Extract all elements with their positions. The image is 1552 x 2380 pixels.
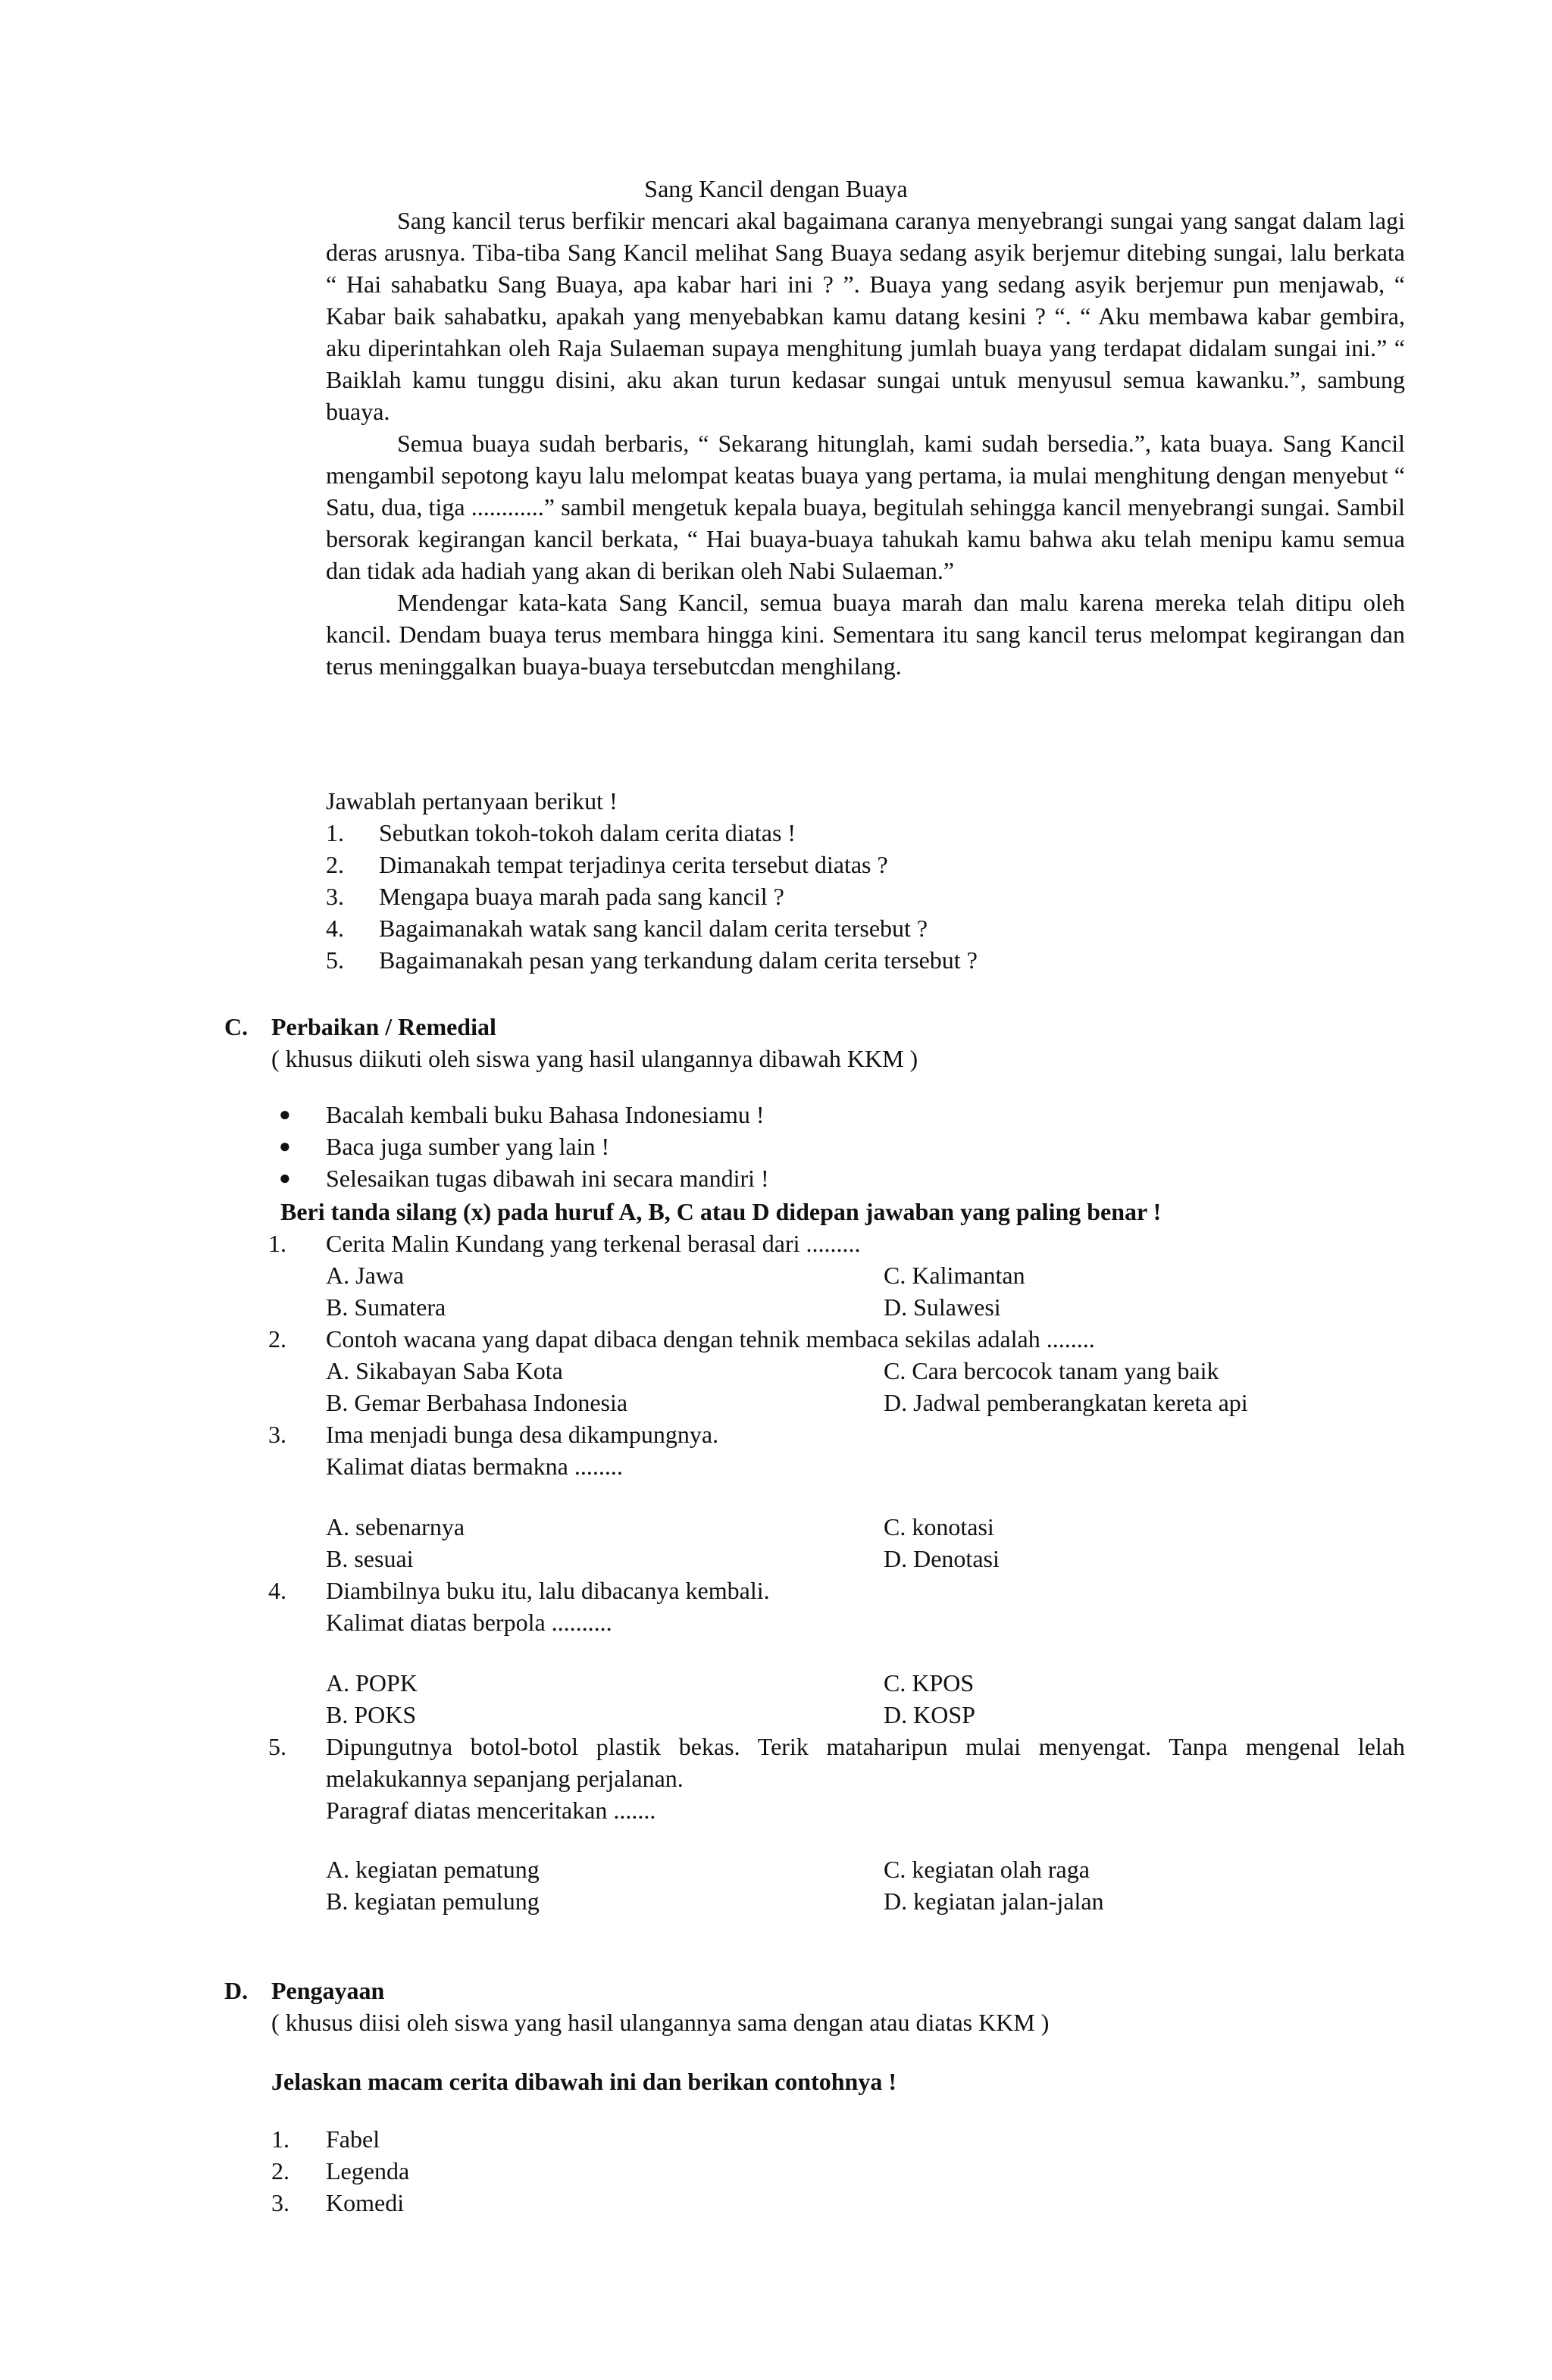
mc-option-c: C. KPOS bbox=[884, 1669, 975, 1697]
mc-item-question: Kalimat diatas berpola .......... bbox=[326, 1609, 612, 1636]
section-c-note: ( khusus diikuti oleh siswa yang hasil ulangannya dibawah KKM ) bbox=[271, 1045, 918, 1072]
list-item-number: 3. bbox=[271, 2189, 289, 2216]
mc-option-b: B. kegiatan pemulung bbox=[326, 1887, 540, 1915]
mc-item-question: Contoh wacana yang dapat dibaca dengan tehnik membaca sekilas adalah ........ bbox=[326, 1325, 1095, 1353]
bullet-icon: ● bbox=[279, 1103, 291, 1125]
mc-option-b: B. POKS bbox=[326, 1701, 417, 1728]
mc-item-number: 2. bbox=[268, 1325, 286, 1353]
mc-item-number: 4. bbox=[268, 1577, 286, 1604]
bullet-text: Bacalah kembali buku Bahasa Indonesiamu ! bbox=[326, 1101, 765, 1128]
question-number: 4. bbox=[326, 915, 344, 942]
mc-option-c: C. konotasi bbox=[884, 1513, 994, 1540]
mc-option-a: A. POPK bbox=[326, 1669, 418, 1697]
section-d-instruction: Jelaskan macam cerita dibawah ini dan berikan contohnya ! bbox=[271, 2068, 896, 2095]
mc-item-question: Cerita Malin Kundang yang terkenal berasal dari ......... bbox=[326, 1230, 861, 1257]
mc-item-number: 3. bbox=[268, 1421, 286, 1448]
mc-option-c: C. Kalimantan bbox=[884, 1262, 1025, 1289]
question-text: Dimanakah tempat terjadinya cerita tersebut diatas ? bbox=[379, 851, 888, 878]
list-item-text: Fabel bbox=[326, 2125, 380, 2153]
section-c-instruction: Beri tanda silang (x) pada huruf A, B, C atau D didepan jawaban yang paling benar ! bbox=[280, 1198, 1162, 1225]
story-paragraph-1: Sang kancil terus berfikir mencari akal bagaimana caranya menyebrangi sungai yang sangat dalam lagi deras arusnya. Tiba-tiba Sang Kancil melihat Sang Buaya sedang asyik berjemur ditebing sungai, lalu berkata “ Hai sahabatku Sang Buaya, apa kabar hari ini ? ”. Buaya yang sedang asyik berjemur pun menjawab, “ Kabar baik sahabatku, apakah yang menyebabkan kamu datang kesini ? “. “ Aku membawa kabar gembira, aku diperintahkan oleh Raja Sulaeman supaya menghitung jumlah buaya yang terdapat didalam sungai ini.” “ Baiklah kamu tunggu disini, aku akan turun kedasar sungai untuk menyusul semua kawanku.”, sambung buaya. bbox=[326, 207, 1405, 425]
section-d-note: ( khusus diisi oleh siswa yang hasil ulangannya sama dengan atau diatas KKM ) bbox=[271, 2009, 1050, 2036]
question-number: 1. bbox=[326, 819, 344, 846]
question-number: 2. bbox=[326, 851, 344, 878]
question-text: Mengapa buaya marah pada sang kancil ? bbox=[379, 883, 784, 910]
mc-option-d: D. Denotasi bbox=[884, 1545, 1000, 1572]
mc-option-a: A. sebenarnya bbox=[326, 1513, 465, 1540]
mc-item-question: Ima menjadi bunga desa dikampungnya. bbox=[326, 1421, 719, 1448]
section-c-letter: C. bbox=[224, 1013, 249, 1040]
bullet-icon: ● bbox=[279, 1135, 291, 1157]
bullet-text: Baca juga sumber yang lain ! bbox=[326, 1133, 610, 1160]
mc-item-number: 5. bbox=[268, 1733, 286, 1760]
section-d-letter: D. bbox=[224, 1977, 249, 2004]
story-title: Sang Kancil dengan Buaya bbox=[644, 175, 908, 202]
mc-option-a: A. Jawa bbox=[326, 1262, 405, 1289]
list-item-number: 1. bbox=[271, 2125, 289, 2153]
section-d-heading: Pengayaan bbox=[271, 1977, 385, 2004]
question-number: 5. bbox=[326, 946, 344, 974]
questions-intro: Jawablah pertanyaan berikut ! bbox=[326, 787, 618, 815]
mc-item-question: Paragraf diatas menceritakan ....... bbox=[326, 1797, 656, 1824]
section-c-heading: Perbaikan / Remedial bbox=[271, 1013, 496, 1040]
list-item-number: 2. bbox=[271, 2157, 289, 2185]
bullet-icon: ● bbox=[279, 1167, 291, 1189]
question-text: Bagaimanakah watak sang kancil dalam cerita tersebut ? bbox=[379, 915, 928, 942]
mc-option-b: B. Gemar Berbahasa Indonesia bbox=[326, 1389, 628, 1416]
list-item-text: Komedi bbox=[326, 2189, 405, 2216]
mc-item-question: Diambilnya buku itu, lalu dibacanya kembali. bbox=[326, 1577, 770, 1604]
bullet-text: Selesaikan tugas dibawah ini secara mandiri ! bbox=[326, 1165, 769, 1192]
mc-option-a: A. Sikabayan Saba Kota bbox=[326, 1357, 563, 1384]
mc-option-a: A. kegiatan pematung bbox=[326, 1856, 540, 1883]
mc-option-c: C. Cara bercocok tanam yang baik bbox=[884, 1357, 1219, 1384]
mc-item-paragraph: Dipungutnya botol-botol plastik bekas. Terik mataharipun mulai menyengat. Tanpa mengenal lelah melakukannya sepanjang perjalanan. bbox=[326, 1733, 1405, 1792]
mc-option-b: B. sesuai bbox=[326, 1545, 414, 1572]
mc-item-number: 1. bbox=[268, 1230, 286, 1257]
mc-option-d: D. kegiatan jalan-jalan bbox=[884, 1887, 1104, 1915]
question-text: Bagaimanakah pesan yang terkandung dalam cerita tersebut ? bbox=[379, 946, 978, 974]
mc-item-question: Kalimat diatas bermakna ........ bbox=[326, 1453, 623, 1480]
story-paragraph-2: Semua buaya sudah berbaris, “ Sekarang hitunglah, kami sudah bersedia.”, kata buaya. Sang Kancil mengambil sepotong kayu lalu melompat keatas buaya yang pertama, ia mulai menghitung dengan menyebut “ Satu, dua, tiga ............” sambil mengetuk kepala buaya, begitulah sehingga kancil menyebrangi sungai. Sambil bersorak kegirangan kancil berkata, “ Hai buaya-buaya tahukah kamu bahwa aku telah menipu kamu semua dan tidak ada hadiah yang akan di berikan oleh Nabi Sulaeman.” bbox=[326, 430, 1405, 584]
mc-option-d: D. KOSP bbox=[884, 1701, 975, 1728]
mc-option-c: C. kegiatan olah raga bbox=[884, 1856, 1090, 1883]
question-text: Sebutkan tokoh-tokoh dalam cerita diatas ! bbox=[379, 819, 796, 846]
story-body bbox=[326, 205, 1405, 682]
mc-option-d: D. Jadwal pemberangkatan kereta api bbox=[884, 1389, 1248, 1416]
mc-option-d: D. Sulawesi bbox=[884, 1293, 1001, 1321]
list-item-text: Legenda bbox=[326, 2157, 410, 2185]
mc-option-b: B. Sumatera bbox=[326, 1293, 446, 1321]
story-paragraph-3: Mendengar kata-kata Sang Kancil, semua buaya marah dan malu karena mereka telah ditipu oleh kancil. Dendam buaya terus membara hingga kini. Sementara itu sang kancil terus melompat kegirangan dan terus meninggalkan buaya-buaya tersebutcdan menghilang. bbox=[326, 589, 1405, 680]
question-number: 3. bbox=[326, 883, 344, 910]
